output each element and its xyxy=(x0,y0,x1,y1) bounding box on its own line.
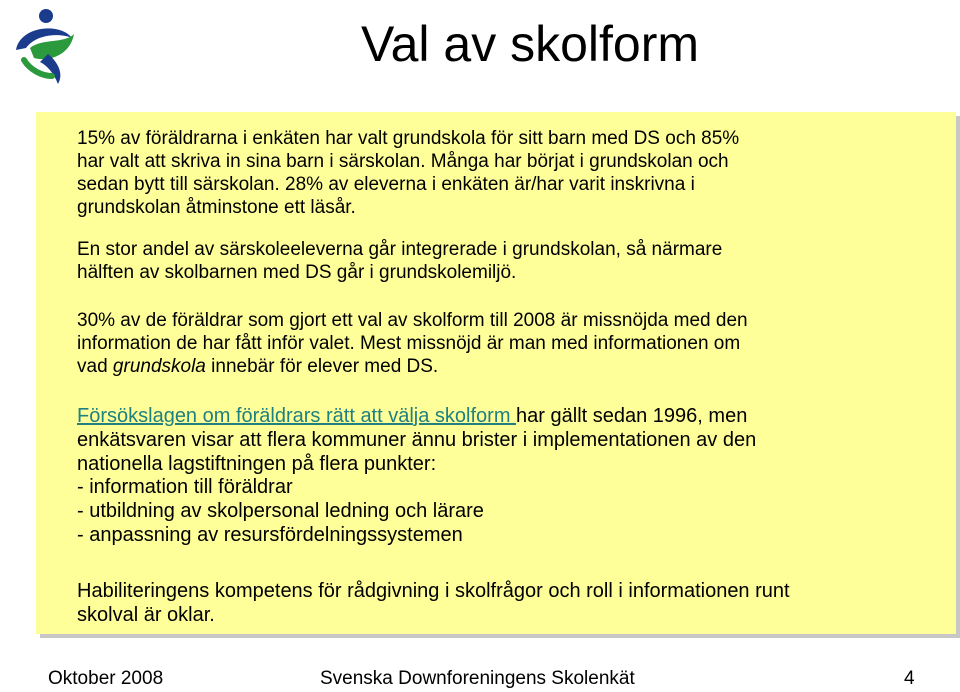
text-line: har valt att skriva in sina barn i särskolan. Många har börjat i grundskolan och xyxy=(77,151,729,172)
text-line: sedan bytt till särskolan. 28% av eleverna i enkäten är/har varit inskrivna i xyxy=(77,174,695,195)
text-line: En stor andel av särskoleeleverna går integrerade i grundskolan, så närmare xyxy=(77,239,723,260)
slide-title: Val av skolform xyxy=(360,16,700,72)
law-link[interactable]: Försökslagen om föräldrars rätt att välja skolform xyxy=(77,405,517,427)
bullet-item: - anpassning av resursfördelningssystemen xyxy=(77,524,463,546)
text-line-suffix: innebär för elever med DS. xyxy=(205,356,439,377)
bullet-item: - information till föräldrar xyxy=(77,476,293,498)
text-line: grundskolan åtminstone ett läsår. xyxy=(77,197,356,218)
footer-organization: Svenska Downforeningens Skolenkät xyxy=(320,668,635,689)
paragraph-law xyxy=(77,404,756,476)
text-line: Habiliteringens kompetens för rådgivning i skolfrågor och roll i informationen runt xyxy=(77,580,790,602)
text-line: nationella lagstiftningen på flera punkter: xyxy=(77,453,437,475)
text-line-prefix: vad xyxy=(77,356,113,377)
text-line: enkätsvaren visar att flera kommuner ännu brister i implementationen av den xyxy=(77,429,757,451)
paragraph-integration xyxy=(77,238,722,284)
text-line: information de har fått inför valet. Mest missnöjd är man med informationen om xyxy=(77,333,741,354)
text-line: 15% av föräldrarna i enkäten har valt grundskola för sitt barn med DS och 85% xyxy=(77,128,740,149)
footer-date: Oktober 2008 xyxy=(48,668,164,689)
paragraph-enkat-results xyxy=(77,127,739,219)
paragraph-habilitation xyxy=(77,579,790,627)
text-line: 30% av de föräldrar som gjort ett val av skolform till 2008 är missnöjda med den xyxy=(77,310,748,331)
page-number: 4 xyxy=(904,668,915,689)
paragraph-dissatisfaction xyxy=(77,309,748,378)
text-line: skolval är oklar. xyxy=(77,604,215,626)
text-line-suffix: har gällt sedan 1996, men xyxy=(516,405,748,427)
emphasized-term: grundskola xyxy=(112,356,206,377)
bullet-item: - utbildning av skolpersonal ledning och lärare xyxy=(77,500,484,522)
organization-logo-icon xyxy=(8,4,88,88)
text-line: hälften av skolbarnen med DS går i grundskolemiljö. xyxy=(77,262,517,283)
